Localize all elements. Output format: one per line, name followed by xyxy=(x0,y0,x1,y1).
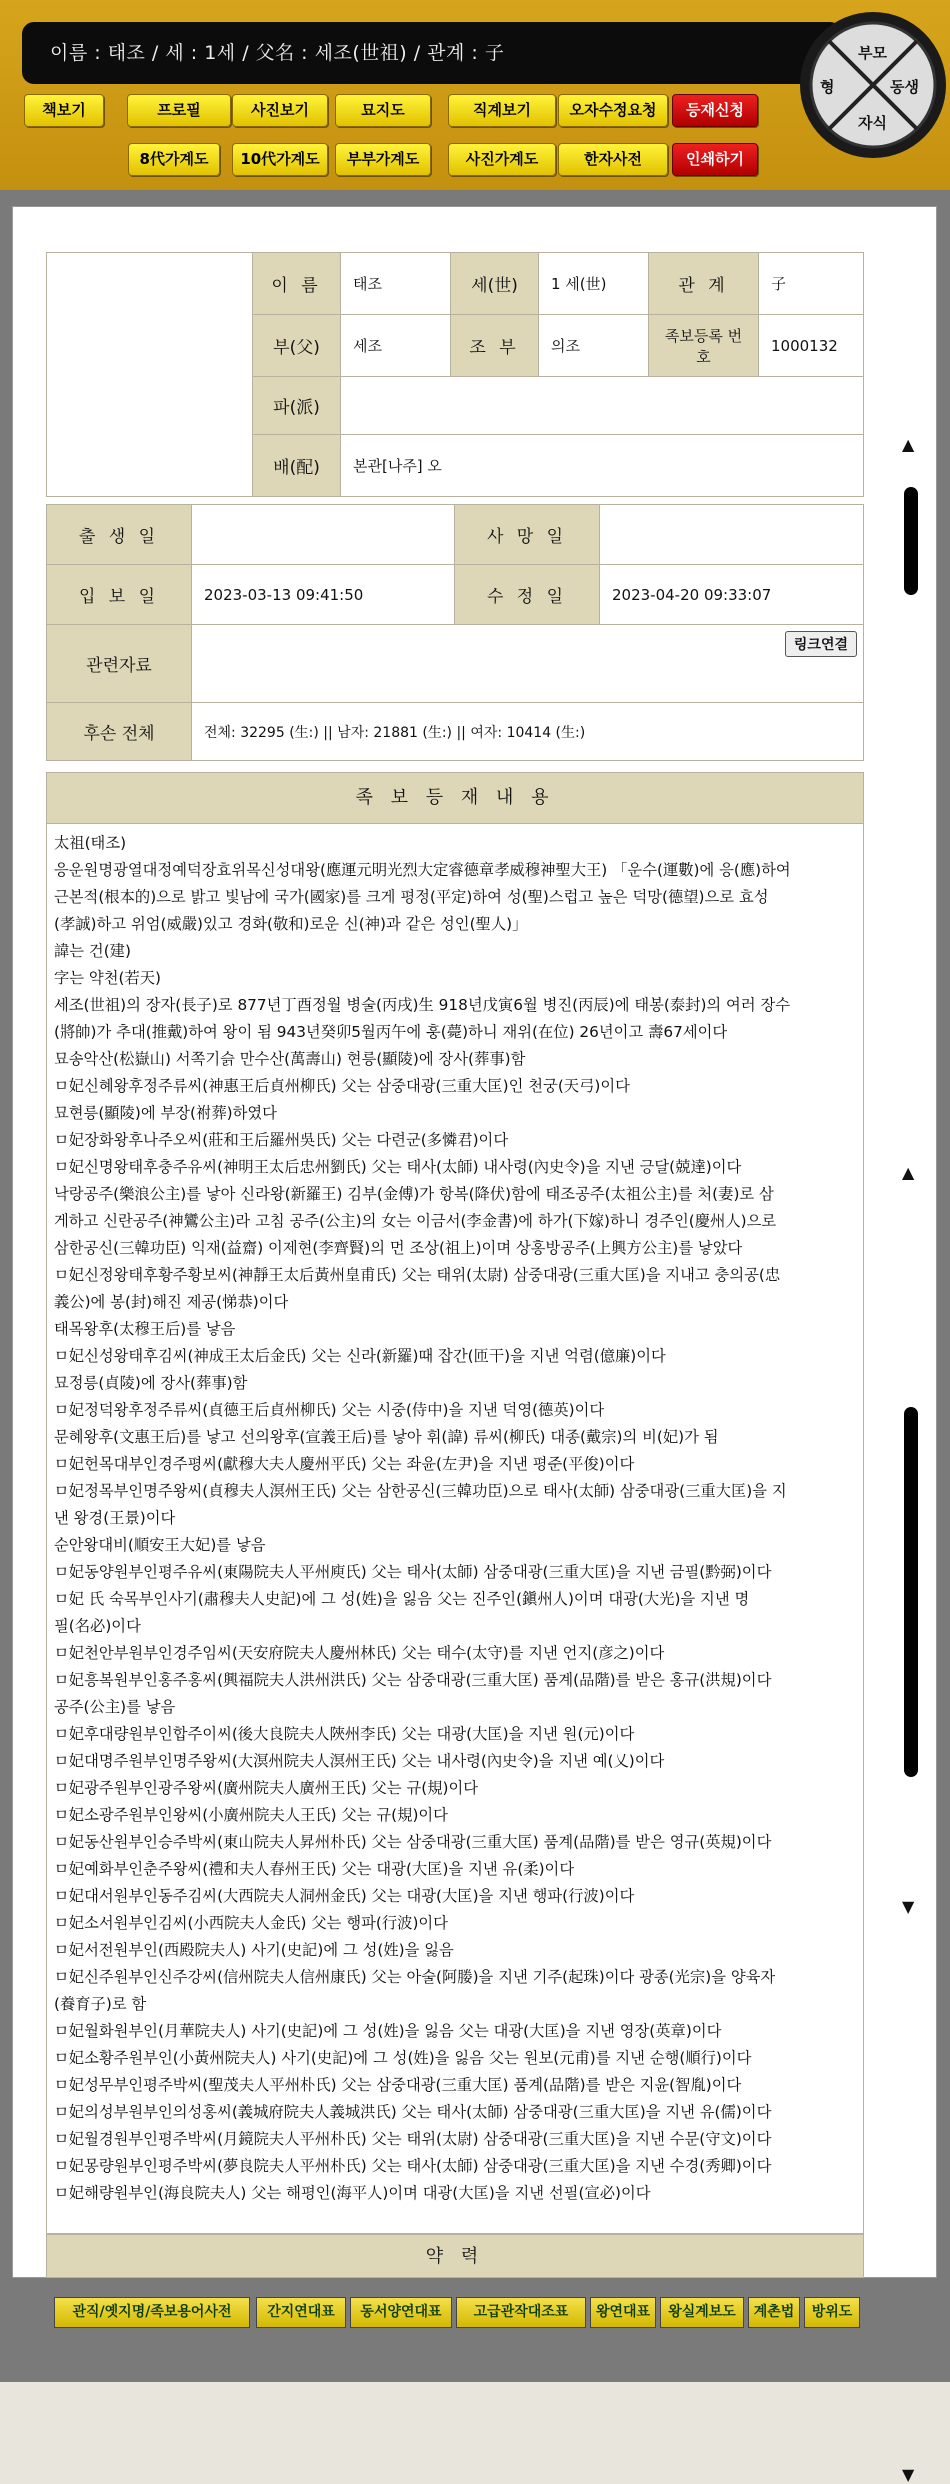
death-value xyxy=(600,505,864,565)
content-line: ㅁ妃장화왕후나주오씨(莊和王后羅州吳氏) 父는 다련군(多憐君)이다 xyxy=(54,1131,509,1149)
footer-button[interactable]: 관직/옛지명/족보용어사전 xyxy=(54,2297,250,2328)
history-title: 약 력 xyxy=(46,2234,864,2278)
scrollbar[interactable] xyxy=(898,435,924,2484)
content-line: ㅁ妃동양원부인평주유씨(東陽院夫人平州庾氏) 父는 태사(太師) 삼중대광(三重大匡)을 지낸 금필(黔弼)이다 xyxy=(54,1563,772,1581)
related-cell xyxy=(192,625,864,703)
content-line: ㅁ妃소황주원부인(小黃州院夫人) 사기(史記)에 그 성(姓)을 잃음 父는 원보(元甫)를 지낸 순행(順行)이다 xyxy=(54,2049,752,2067)
genealogy-text xyxy=(54,830,854,2207)
footer-button[interactable]: 고급관작대조표 xyxy=(456,2297,586,2328)
content-line: 문혜왕후(文惠王后)를 낳고 선의왕후(宣義王后)를 낳아 휘(諱) 류씨(柳氏) 대종(戴宗)의 비(妃)가 됨 xyxy=(54,1428,719,1446)
content-line: 필(名必)이다 xyxy=(54,1617,141,1635)
content-line: ㅁ妃대서원부인동주김씨(大西院夫人洞州金氏) 父는 대광(大匡)을 지낸 행파(行波)이다 xyxy=(54,1887,635,1905)
nav-button[interactable]: 직계보기 xyxy=(448,94,556,127)
pa-label: 파(派) xyxy=(253,377,341,435)
scroll-down-icon[interactable]: ▼ xyxy=(902,2465,915,2484)
wheel-younger[interactable]: 동생 xyxy=(890,78,919,96)
content-line: 묘현릉(顯陵)에 부장(祔葬)하였다 xyxy=(54,1104,277,1122)
content-line: ㅁ妃신정왕태후황주황보씨(神靜王太后黃州皇甫氏) 父는 태위(太尉) 삼중대광(三重大匡)을 지내고 충의공(忠 xyxy=(54,1266,781,1284)
content-line: (將帥)가 추대(推戴)하여 왕이 됨 943년癸卯5월丙午에 훙(薨)하니 재위(在位) 26년이고 壽67세이다 xyxy=(54,1023,728,1041)
gen-value: 1 세(世) xyxy=(539,253,649,315)
nav-button[interactable]: 부부가계도 xyxy=(335,143,431,176)
content-line: ㅁ妃동산원부인승주박씨(東山院夫人昇州朴氏) 父는 삼중대광(三重大匡) 품계(品階)를 받은 영규(英規)이다 xyxy=(54,1833,772,1851)
gf-value: 의조 xyxy=(539,315,649,377)
entry-value: 2023-03-13 09:41:50 xyxy=(192,565,455,625)
content-line: ㅁ妃소광주원부인왕씨(小廣州院夫人王氏) 父는 규(規)이다 xyxy=(54,1806,448,1824)
scroll-up-icon[interactable]: ▲ xyxy=(902,435,915,454)
wheel-parents[interactable]: 부모 xyxy=(858,44,887,62)
content-line: ㅁ妃신성왕태후김씨(神成王太后金氏) 父는 신라(新羅)때 잡간(匝干)을 지낸 억렴(億廉)이다 xyxy=(54,1347,666,1365)
content-line: 공주(公主)를 낳음 xyxy=(54,1698,176,1716)
father-value: 세조 xyxy=(341,315,451,377)
gen-label: 세(世) xyxy=(451,253,539,315)
nav-button[interactable]: 10代가계도 xyxy=(232,143,328,176)
content-title: 족 보 등 재 내 용 xyxy=(46,772,864,824)
spouse-value: 본관[나주] 오 xyxy=(341,435,864,497)
content-line: ㅁ妃광주원부인광주왕씨(廣州院夫人廣州王氏) 父는 규(規)이다 xyxy=(54,1779,479,1797)
header-bar xyxy=(0,0,950,190)
name-value: 태조 xyxy=(341,253,451,315)
footer-button[interactable]: 방위도 xyxy=(804,2297,860,2328)
death-label: 사 망 일 xyxy=(455,505,600,565)
content-line: 묘송악산(松嶽山) 서쪽기슭 만수산(萬壽山) 현릉(顯陵)에 장사(葬事)함 xyxy=(54,1050,526,1068)
content-line: 太祖(태조) xyxy=(54,834,127,852)
spouse-label: 배(配) xyxy=(253,435,341,497)
content-line: ㅁ妃헌목대부인경주평씨(獻穆大夫人慶州平氏) 父는 좌윤(左尹)을 지낸 평준(平俊)이다 xyxy=(54,1455,635,1473)
content-line: ㅁ妃대명주원부인명주왕씨(大溟州院夫人溟州王氏) 父는 내사령(內史令)을 지낸 예(乂)이다 xyxy=(54,1752,665,1770)
footer-button[interactable]: 동서양연대표 xyxy=(350,2297,452,2328)
wheel-elder[interactable]: 형 xyxy=(820,78,835,96)
rel-label: 관 계 xyxy=(649,253,759,315)
content-line: 낙랑공주(樂浪公主)를 낳아 신라왕(新羅王) 김부(金傅)가 항복(降伏)함에 태조공주(太祖公主)를 처(妻)로 삼 xyxy=(54,1185,774,1203)
content-line: 낸 왕경(王景)이다 xyxy=(54,1509,176,1527)
name-label: 이 름 xyxy=(253,253,341,315)
gf-label: 조 부 xyxy=(451,315,539,377)
content-line: ㅁ妃흥복원부인홍주홍씨(興福院夫人洪州洪氏) 父는 삼중대광(三重大匡) 품계(品階)를 받은 홍규(洪規)이다 xyxy=(54,1671,772,1689)
content-line: ㅁ妃의성부원부인의성홍씨(義城府院夫人義城洪氏) 父는 태사(太師) 삼중대광(三重大匡)을 지낸 유(儒)이다 xyxy=(54,2103,772,2121)
family-wheel[interactable] xyxy=(800,12,946,158)
reg-label: 족보등록 번 호 xyxy=(649,315,759,377)
footer-button[interactable]: 간지연대표 xyxy=(256,2297,346,2328)
content-line: 諱는 건(建) xyxy=(54,942,131,960)
content-line: ㅁ妃신혜왕후정주류씨(神惠王后貞州柳氏) 父는 삼중대광(三重大匡)인 천궁(天弓)이다 xyxy=(54,1077,630,1095)
content-line: 게하고 신란공주(神鸞公主)라 고침 공주(公主)의 女는 이금서(李金書)에 하가(下嫁)하니 경주인(慶州人)으로 xyxy=(54,1212,777,1230)
nav-button[interactable]: 사진보기 xyxy=(232,94,328,127)
scroll-up-icon[interactable]: ▲ xyxy=(902,1163,915,1182)
footer-button[interactable]: 왕연대표 xyxy=(590,2297,656,2328)
content-line: 義公)에 봉(封)해진 제공(悌恭)이다 xyxy=(54,1293,289,1311)
content-line: ㅁ妃신주원부인신주강씨(信州院夫人信州康氏) 父는 아술(阿媵)을 지낸 기주(起珠)이다 광종(光宗)을 양육자 xyxy=(54,1968,776,1986)
content-line: 태목왕후(太穆王后)를 낳음 xyxy=(54,1320,236,1338)
nav-button[interactable]: 프로필 xyxy=(127,94,231,127)
nav-button[interactable]: 8代가계도 xyxy=(128,143,220,176)
dates-table xyxy=(46,504,864,761)
nav-button[interactable]: 등재신청 xyxy=(672,94,758,127)
content-line: ㅁ妃예화부인춘주왕씨(禮和夫人春州王氏) 父는 대광(大匡)을 지낸 유(柔)이다 xyxy=(54,1860,575,1878)
content-line: 묘정릉(貞陵)에 장사(葬事)함 xyxy=(54,1374,248,1392)
wheel-children[interactable]: 자식 xyxy=(858,114,887,132)
person-summary: 이름 : 태조 / 세 : 1세 / 父名 : 세조(世祖) / 관계 : 子 xyxy=(22,22,842,84)
content-line: ㅁ妃 氏 숙목부인사기(肅穆夫人史記)에 그 성(姓)을 잃음 父는 진주인(鎭州人)이며 대광(大光)을 지낸 명 xyxy=(54,1590,750,1608)
person-table xyxy=(46,252,864,497)
entry-label: 입 보 일 xyxy=(47,565,192,625)
content-line: 세조(世祖)의 장자(長子)로 877년丁酉정월 병술(丙戌)生 918년戊寅6월 병진(丙辰)에 태봉(泰封)의 여러 장수 xyxy=(54,996,791,1014)
content-line: 삼한공신(三韓功臣) 익재(益齋) 이제현(李齊賢)의 먼 조상(祖上)이며 상홍방공주(上興方公主)를 낳았다 xyxy=(54,1239,743,1257)
rel-value: 子 xyxy=(759,253,864,315)
related-label: 관련자료 xyxy=(47,625,192,703)
content-line: 근본적(根本的)으로 밝고 빛남에 국가(國家)를 크게 평정(平定)하여 성(聖)스럽고 높은 덕망(德望)으로 효성 xyxy=(54,888,769,906)
content-line: (孝誠)하고 위엄(威嚴)있고 경화(敬和)로운 신(神)과 같은 성인(聖人)」 xyxy=(54,915,528,933)
nav-button[interactable]: 한자사전 xyxy=(558,143,668,176)
content-line: (養育子)로 함 xyxy=(54,1995,147,2013)
content-line: ㅁ妃정목부인명주왕씨(貞穆夫人溟州王氏) 父는 삼한공신(三韓功臣)으로 태사(太師) 삼중대광(三重大匡)을 지 xyxy=(54,1482,787,1500)
reg-value: 1000132 xyxy=(759,315,864,377)
nav-button[interactable]: 사진가계도 xyxy=(448,143,556,176)
content-line: ㅁ妃소서원부인김씨(小西院夫人金氏) 父는 행파(行波)이다 xyxy=(54,1914,448,1932)
nav-button[interactable]: 인쇄하기 xyxy=(672,143,758,176)
modify-value: 2023-04-20 09:33:07 xyxy=(600,565,864,625)
pa-value xyxy=(341,377,864,435)
photo-cell xyxy=(47,253,253,497)
father-label: 부(父) xyxy=(253,315,341,377)
desc-value: 전체: 32295 (生:) || 남자: 21881 (生:) || 여자: 10414 (生:) xyxy=(192,703,864,761)
content-line: ㅁ妃신명왕태후충주유씨(神明王太后忠州劉氏) 父는 태사(太師) 내사령(內史令)을 지낸 긍달(兢達)이다 xyxy=(54,1158,742,1176)
content-line: 응운원명광열대정예덕장효위목신성대왕(應運元明光烈大定睿德章孝威穆神聖大王) 「운수(運數)에 응(應)하여 xyxy=(54,861,791,879)
scroll-thumb[interactable] xyxy=(904,487,918,595)
link-button[interactable]: 링크연결 xyxy=(785,631,857,657)
birth-value xyxy=(192,505,455,565)
content-line: ㅁ妃월화원부인(月華院夫人) 사기(史記)에 그 성(姓)을 잃음 父는 대광(大匡)을 지낸 영장(英章)이다 xyxy=(54,2022,722,2040)
footer-bar xyxy=(0,2278,950,2382)
footer-button[interactable]: 계촌법 xyxy=(748,2297,800,2328)
content-line: ㅁ妃월경원부인평주박씨(月鏡院夫人平州朴氏) 父는 태위(太尉) 삼중대광(三重大匡)을 지낸 수문(守文)이다 xyxy=(54,2130,772,2148)
content-line: ㅁ妃천안부원부인경주임씨(天安府院夫人慶州林氏) 父는 태수(太守)를 지낸 언지(彦之)이다 xyxy=(54,1644,665,1662)
desc-label: 후손 전체 xyxy=(47,703,192,761)
content-line: ㅁ妃서전원부인(西殿院夫人) 사기(史記)에 그 성(姓)을 잃음 xyxy=(54,1941,454,1959)
content-line: 字는 약천(若天) xyxy=(54,969,162,987)
nav-button[interactable]: 묘지도 xyxy=(335,94,431,127)
birth-label: 출 생 일 xyxy=(47,505,192,565)
content-line: 순안왕대비(順安王大妃)를 낳음 xyxy=(54,1536,266,1554)
scroll-down-icon[interactable]: ▼ xyxy=(902,1897,915,1916)
modify-label: 수 정 일 xyxy=(455,565,600,625)
content-line: ㅁ妃후대량원부인합주이씨(後大良院夫人陜州李氏) 父는 대광(大匡)을 지낸 원(元)이다 xyxy=(54,1725,635,1743)
content-line: ㅁ妃성무부인평주박씨(聖茂夫人平州朴氏) 父는 삼중대광(三重大匡) 품계(品階)를 받은 지윤(智胤)이다 xyxy=(54,2076,742,2094)
scroll-thumb[interactable] xyxy=(904,1407,918,1777)
footer-button[interactable]: 왕실계보도 xyxy=(660,2297,744,2328)
content-line: ㅁ妃몽량원부인평주박씨(夢良院夫人平州朴氏) 父는 태사(太師) 삼중대광(三重大匡)을 지낸 수경(秀卿)이다 xyxy=(54,2157,772,2175)
content-line: ㅁ妃해량원부인(海良院夫人) 父는 해평인(海平人)이며 대광(大匡)을 지낸 선필(宣必)이다 xyxy=(54,2184,651,2202)
content-line: ㅁ妃정덕왕후정주류씨(貞德王后貞州柳氏) 父는 시중(侍中)을 지낸 덕영(德英)이다 xyxy=(54,1401,605,1419)
nav-button[interactable]: 오자수정요청 xyxy=(558,94,668,127)
nav-button[interactable]: 책보기 xyxy=(24,94,104,127)
